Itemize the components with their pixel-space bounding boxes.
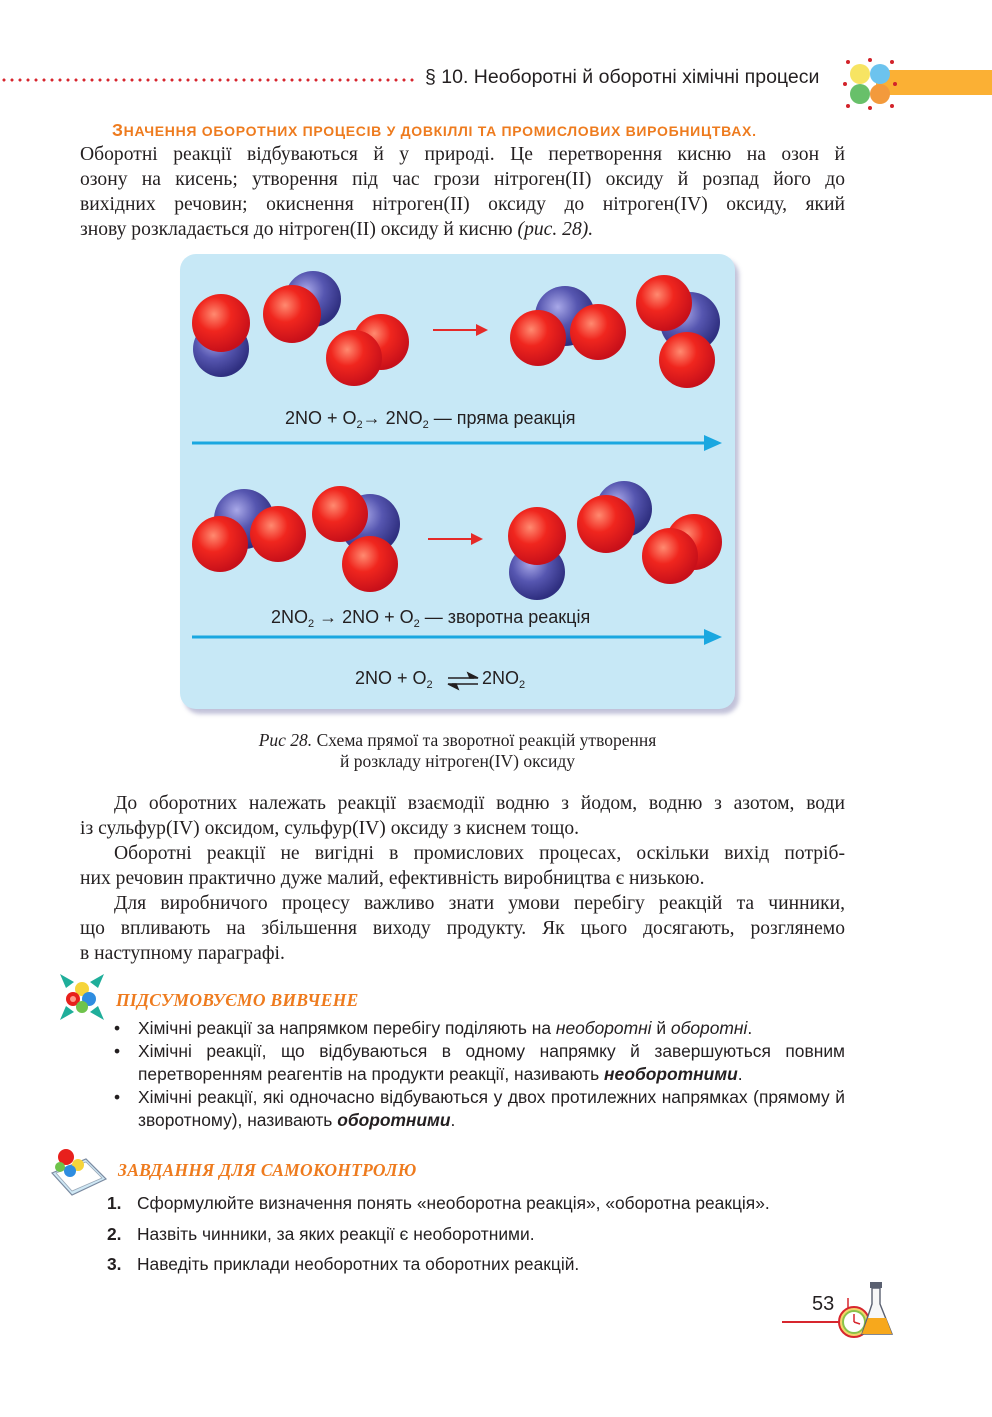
no2-molecule bbox=[312, 486, 400, 592]
subscript: 2 bbox=[519, 679, 526, 691]
task-text: Назвіть чинники, за яких реакції є необоротними. bbox=[137, 1223, 535, 1244]
summary-list bbox=[112, 1017, 845, 1132]
intro-line: озону на кисень; утворення під час грози нітроген(II) оксиду й розпад його до bbox=[80, 169, 845, 190]
task-number: 1. bbox=[107, 1193, 122, 1213]
equation-text: → 2NO bbox=[362, 408, 423, 428]
equilibrium-equation-left bbox=[355, 668, 433, 689]
running-header-title: § 10. Необоротні й оборотні хімічні процеси bbox=[425, 66, 820, 88]
no-molecule bbox=[192, 294, 250, 377]
tasks-book-icon bbox=[48, 1145, 110, 1197]
equation-text: 2NO bbox=[271, 607, 309, 627]
intro-paragraph bbox=[80, 142, 845, 242]
no2-molecule bbox=[636, 275, 720, 388]
summary-text: . bbox=[737, 1064, 743, 1084]
caption-label: Рис 28. bbox=[258, 730, 313, 750]
summary-term: необоротні bbox=[555, 1018, 652, 1038]
figure-caption bbox=[180, 730, 735, 772]
no2-molecule bbox=[510, 286, 626, 366]
reverse-equation bbox=[271, 607, 590, 628]
figure-reference: (рис. 28). bbox=[517, 219, 594, 240]
paragraph-line: Оборотні реакції не вигідні в промислових процесах, оскільки вихід потріб- bbox=[114, 843, 845, 864]
summary-title: ПІДСУМОВУЄМО ВИВЧЕНЕ bbox=[116, 990, 359, 1010]
body-text bbox=[80, 791, 845, 966]
o2-molecule bbox=[326, 314, 409, 386]
task-item bbox=[107, 1254, 867, 1285]
equilibrium-arrows bbox=[448, 673, 478, 689]
paragraph-line: із сульфур(IV) оксидом, сульфур(IV) оксиду з киснем тощо. bbox=[80, 818, 580, 839]
intro-last-text: знову розкладається до нітроген(II) оксиду й кисню bbox=[80, 219, 518, 240]
summary-text: . bbox=[747, 1018, 753, 1038]
summary-term: необоротними bbox=[604, 1064, 738, 1084]
subscript: 2 bbox=[413, 618, 420, 630]
page-corner-decoration bbox=[780, 1278, 902, 1344]
caption-line bbox=[180, 730, 735, 751]
equation-text: 2NO + O bbox=[285, 408, 357, 428]
task-item bbox=[107, 1193, 867, 1224]
tasks-title: ЗАВДАННЯ ДЛЯ САМОКОНТРОЛЮ bbox=[118, 1160, 417, 1180]
summary-text: . bbox=[450, 1110, 456, 1130]
summary-molecule-icon bbox=[58, 972, 106, 1022]
task-number: 2. bbox=[107, 1223, 122, 1244]
forward-equation bbox=[285, 408, 575, 429]
summary-item bbox=[112, 1086, 845, 1132]
reaction-diagram bbox=[180, 254, 735, 709]
no-molecule bbox=[508, 507, 566, 600]
subscript: 2 bbox=[422, 419, 429, 431]
summary-text: Хімічні реакції, які одночасно відбуваються у двох протилежних напрямках (прямому й зворотному), називають bbox=[138, 1087, 845, 1130]
task-text: Сформулюйте визначення понять «необоротна реакція», «оборотна реакція». bbox=[137, 1193, 770, 1213]
section-heading-initial: З bbox=[112, 120, 124, 140]
summary-item bbox=[112, 1017, 845, 1040]
header-dotted-rule bbox=[0, 78, 415, 82]
no-molecule bbox=[577, 481, 652, 553]
equation-label: — пряма реакція bbox=[428, 408, 576, 428]
task-item bbox=[107, 1224, 867, 1255]
equilibrium-equation-right bbox=[482, 668, 525, 689]
reverse-arrow-red bbox=[428, 533, 483, 545]
task-list bbox=[107, 1193, 867, 1285]
task-number: 3. bbox=[107, 1254, 122, 1274]
equation-label: — зворотна реакція bbox=[419, 607, 591, 627]
summary-term: оборотними bbox=[337, 1110, 451, 1130]
no-molecule bbox=[263, 271, 341, 343]
subscript: 2 bbox=[356, 419, 363, 431]
equation-text: → 2NO + O bbox=[314, 607, 414, 627]
summary-text: Хімічні реакції за напрямком перебігу поділяють на bbox=[138, 1018, 556, 1038]
section-heading bbox=[112, 120, 845, 141]
summary-text: Хімічні реакції, що відбуваються в одному напрямку й завершуються повним перетворенням реагентів на продукти реакції, називають bbox=[138, 1041, 845, 1084]
molecule-logo-icon bbox=[842, 57, 898, 111]
task-text: Наведіть приклади необоротних та оборотних реакцій. bbox=[137, 1254, 580, 1274]
no2-molecule bbox=[192, 489, 306, 572]
paragraph-line: що впливають на збільшення виходу продукту. Як цього досягають, розглянемо bbox=[80, 918, 845, 939]
paragraph-line: Для виробничого процесу важливо знати умови перебігу реакцій та чинники, bbox=[114, 893, 845, 914]
summary-item bbox=[112, 1040, 845, 1086]
paragraph-line: в наступному параграфі. bbox=[80, 943, 285, 964]
equation-text: 2NO bbox=[482, 668, 520, 688]
section-heading-text: НАЧЕННЯ ОБОРОТНИХ ПРОЦЕСІВ У ДОВКІЛЛІ ТА ПРОМИСЛОВИХ ВИРОБНИЦТВАХ. bbox=[123, 123, 757, 139]
paragraph-line: До оборотних належать реакції взаємодії водню з йодом, водню з азотом, води bbox=[114, 793, 845, 814]
forward-arrow-red bbox=[433, 324, 488, 336]
page-number: 53 bbox=[812, 1293, 835, 1315]
intro-line: вихідних речовин; окиснення нітроген(II) оксиду до нітроген(IV) оксиду, який bbox=[80, 194, 845, 215]
caption-text: Схема прямої та зворотної реакцій утворення bbox=[312, 730, 657, 750]
intro-line: Оборотні реакції відбуваються й у природі. Це перетворення кисню на озон й bbox=[80, 144, 845, 165]
subscript: 2 bbox=[426, 679, 433, 691]
equation-text: 2NO + O bbox=[355, 668, 427, 688]
subscript: 2 bbox=[308, 618, 315, 630]
summary-text: й bbox=[651, 1018, 671, 1038]
intro-line bbox=[80, 217, 845, 242]
paragraph-line: них речовин практично дуже малий, ефективність виробництва є низькою. bbox=[80, 868, 705, 889]
caption-line: й розкладу нітроген(IV) оксиду bbox=[340, 751, 575, 771]
summary-term: оборотні bbox=[670, 1018, 748, 1038]
o2-molecule bbox=[642, 514, 722, 584]
